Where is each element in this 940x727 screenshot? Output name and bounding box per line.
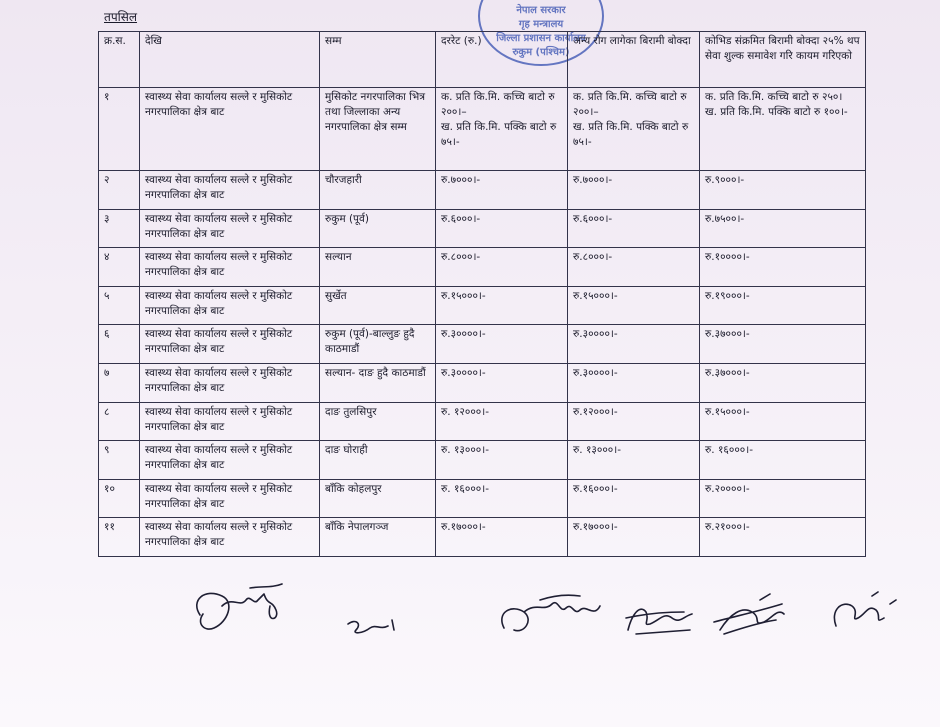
- section-heading: तपसिल: [104, 10, 138, 24]
- cell-covid: रु.१००००।-: [700, 248, 866, 287]
- cell-sn: २: [99, 171, 140, 210]
- cell-from: स्वास्थ्य सेवा कार्यालय सल्ले र मुसिकोट नगरपालिका क्षेत्र बाट: [140, 325, 320, 364]
- signature-2: [348, 620, 394, 633]
- cell-covid: रु.३७०००।-: [700, 325, 866, 364]
- cell-to: सल्यान- दाङ हुदै काठमाडौं: [320, 363, 436, 402]
- cell-from: स्वास्थ्य सेवा कार्यालय सल्ले र मुसिकोट नगरपालिका क्षेत्र बाट: [140, 518, 320, 557]
- cell-covid: रु. १६०००।-: [700, 441, 866, 480]
- header-to: सम्म: [320, 32, 436, 88]
- cell-rate: रु.३००००।-: [436, 325, 568, 364]
- cell-sn: ४: [99, 248, 140, 287]
- cell-other: रु.१७०००।-: [568, 518, 700, 557]
- stamp-line: गृह मन्त्रालय: [518, 19, 564, 30]
- header-other: अन्य रोग लागेका बिरामी बोक्दा: [568, 32, 700, 88]
- other-paved: ख. प्रति कि.मि. पक्कि बाटो रु ७५।-: [573, 121, 689, 148]
- cell-to: दाङ तुलसिपुर: [320, 402, 436, 441]
- cell-sn: १०: [99, 479, 140, 518]
- cell-sn: ३: [99, 209, 140, 248]
- cell-covid: रु.१५०००।-: [700, 402, 866, 441]
- cell-to: रुकुम (पूर्व)-बाल्लुङ हुदै काठमाडौं: [320, 325, 436, 364]
- cell-other: रु.८०००।-: [568, 248, 700, 287]
- cell-sn: ९: [99, 441, 140, 480]
- cell-covid: रु.७५००।-: [700, 209, 866, 248]
- header-sn: क्र.स.: [99, 32, 140, 88]
- signature-6: [834, 592, 896, 626]
- signature-1: [197, 584, 282, 629]
- cell-from: स्वास्थ्य सेवा कार्यालय सल्ले र मुसिकोट नगरपालिका क्षेत्र बाट: [140, 479, 320, 518]
- stamp-line: जिल्ला प्रशासन कार्यालय: [496, 33, 586, 44]
- header-rate: दररेट (रु.): [436, 32, 568, 88]
- stamp-line: नेपाल सरकार: [516, 5, 566, 16]
- cell-other: रु.७०००।-: [568, 171, 700, 210]
- cell-covid: रु.२००००।-: [700, 479, 866, 518]
- cell-other: रु. १३०००।-: [568, 441, 700, 480]
- covid-paved: ख. प्रति कि.मि. पक्कि बाटो रु १००।-: [705, 106, 848, 118]
- cell-rate: रु. १२०००।-: [436, 402, 568, 441]
- cell-rate: रु. १३०००।-: [436, 441, 568, 480]
- cell-to: सुर्खेत: [320, 286, 436, 325]
- cell-to: बाँकि कोहलपुर: [320, 479, 436, 518]
- cell-covid: रु.३७०००।-: [700, 363, 866, 402]
- cell-to: रुकुम (पूर्व): [320, 209, 436, 248]
- cell-rate: रु.१५०००।-: [436, 286, 568, 325]
- cell-other: रु.१२०००।-: [568, 402, 700, 441]
- cell-rate: रु. १६०००।-: [436, 479, 568, 518]
- header-from: देखि: [140, 32, 320, 88]
- signature-5: [714, 594, 784, 634]
- cell-other: रु.६०००।-: [568, 209, 700, 248]
- cell-other: रु.३००००।-: [568, 363, 700, 402]
- header-covid: कोभिड संक्रमित बिरामी बोक्दा २५% थप सेवा शुल्क समावेश गरि कायम गरिएको: [700, 32, 866, 88]
- cell-covid: रु.९०००।-: [700, 171, 866, 210]
- stamp-line: रुकुम (पश्चिम): [512, 47, 570, 58]
- cell-from: स्वास्थ्य सेवा कार्यालय सल्ले र मुसिकोट नगरपालिका क्षेत्र बाट: [140, 441, 320, 480]
- signature-4: [626, 609, 692, 634]
- cell-rate: रु.६०००।-: [436, 209, 568, 248]
- cell-from: स्वास्थ्य सेवा कार्यालय सल्ले र मुसिकोट नगरपालिका क्षेत्र बाट: [140, 402, 320, 441]
- cell-from: स्वास्थ्य सेवा कार्यालय सल्ले र मुसिकोट नगरपालिका क्षेत्र बाट: [140, 88, 320, 171]
- cell-sn: ८: [99, 402, 140, 441]
- cell-sn: ५: [99, 286, 140, 325]
- cell-from: स्वास्थ्य सेवा कार्यालय सल्ले र मुसिकोट नगरपालिका क्षेत्र बाट: [140, 363, 320, 402]
- cell-to: दाङ घोराही: [320, 441, 436, 480]
- cell-from: स्वास्थ्य सेवा कार्यालय सल्ले र मुसिकोट नगरपालिका क्षेत्र बाट: [140, 286, 320, 325]
- rate-paved: ख. प्रति कि.मि. पक्कि बाटो रु ७५।-: [441, 121, 557, 148]
- cell-from: स्वास्थ्य सेवा कार्यालय सल्ले र मुसिकोट नगरपालिका क्षेत्र बाट: [140, 171, 320, 210]
- cell-sn: ७: [99, 363, 140, 402]
- cell-other: रु.१६०००।-: [568, 479, 700, 518]
- cell-rate: रु.७०००।-: [436, 171, 568, 210]
- cell-from: स्वास्थ्य सेवा कार्यालय सल्ले र मुसिकोट नगरपालिका क्षेत्र बाट: [140, 209, 320, 248]
- cell-from: स्वास्थ्य सेवा कार्यालय सल्ले र मुसिकोट नगरपालिका क्षेत्र बाट: [140, 248, 320, 287]
- cell-sn: ११: [99, 518, 140, 557]
- signature-3: [502, 595, 600, 630]
- cell-rate: रु.१७०००।-: [436, 518, 568, 557]
- cell-rate: रु.३००००।-: [436, 363, 568, 402]
- other-unpaved: क. प्रति कि.मि. कच्चि बाटो रु २००।–: [573, 91, 687, 118]
- cell-to: सल्यान: [320, 248, 436, 287]
- cell-other: रु.१५०००।-: [568, 286, 700, 325]
- cell-rate: रु.८०००।-: [436, 248, 568, 287]
- cell-to: बाँकि नेपालगञ्ज: [320, 518, 436, 557]
- cell-other: रु.३००००।-: [568, 325, 700, 364]
- covid-unpaved: क. प्रति कि.मि. कच्चि बाटो रु २५०।: [705, 91, 843, 103]
- cell-covid: रु.१९०००।-: [700, 286, 866, 325]
- cell-to: मुसिकोट नगरपालिका भित्र तथा जिल्लाका अन्य नगरपालिका क्षेत्र सम्म: [320, 88, 436, 171]
- cell-covid: रु.२१०००।-: [700, 518, 866, 557]
- cell-to: चौरजहारी: [320, 171, 436, 210]
- rate-unpaved: क. प्रति कि.मि. कच्चि बाटो रु २००।–: [441, 91, 555, 118]
- cell-sn: ६: [99, 325, 140, 364]
- cell-sn: १: [99, 88, 140, 171]
